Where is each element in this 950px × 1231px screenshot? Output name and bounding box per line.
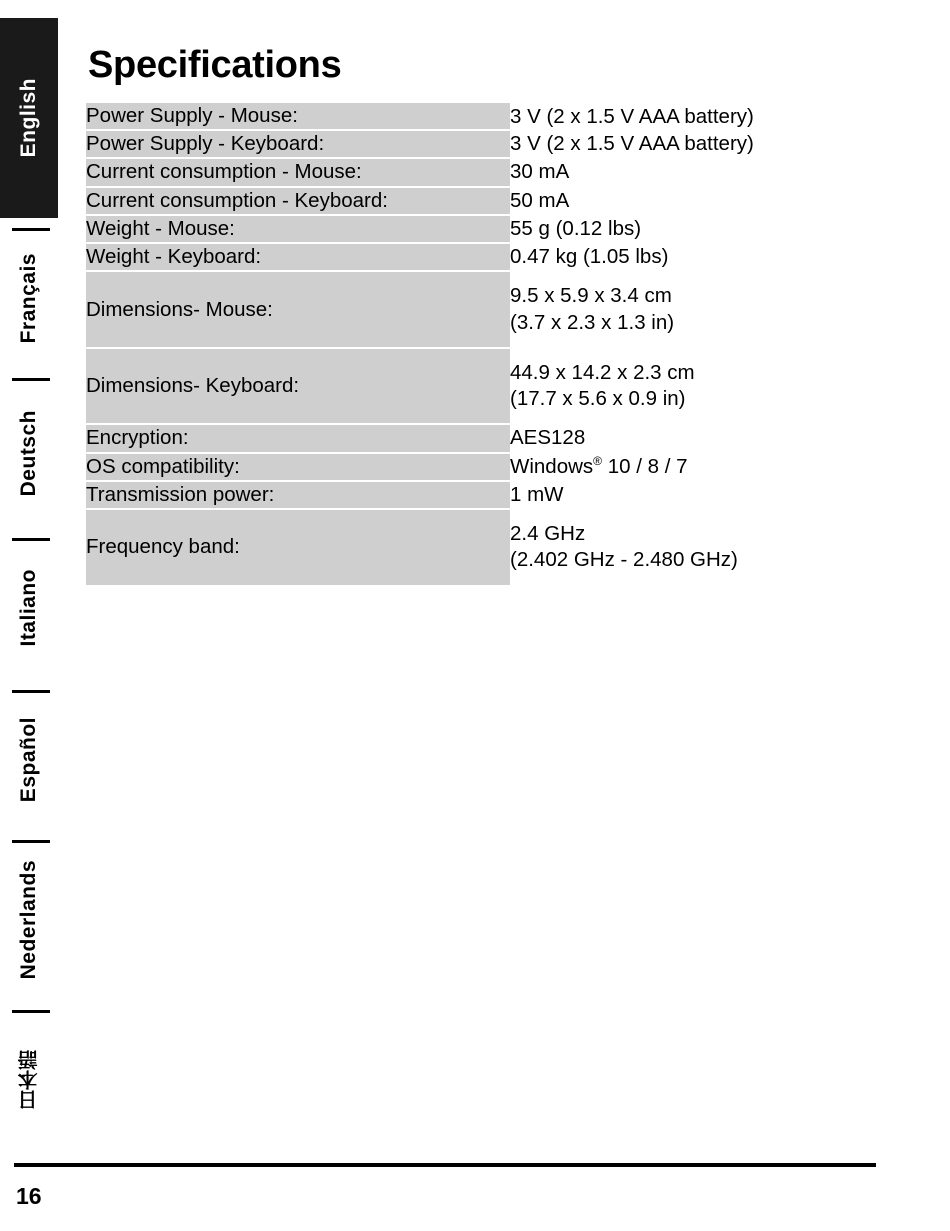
- language-tab-label: English: [17, 78, 40, 158]
- table-row: [86, 215, 868, 243]
- page-title: Specifications: [88, 44, 342, 86]
- spec-value: [510, 271, 868, 347]
- spec-value-line-2: (2.402 GHz - 2.480 GHz): [510, 548, 738, 572]
- language-tab-1[interactable]: [0, 228, 58, 368]
- specifications-table: [86, 103, 868, 587]
- footer-divider: [14, 1163, 876, 1167]
- spec-value: [510, 348, 868, 424]
- spec-label: Weight - Keyboard:: [86, 243, 510, 271]
- spec-value-line-1: 3 V (2 x 1.5 V AAA battery): [510, 132, 754, 156]
- language-tab-rail: [0, 0, 58, 1160]
- spec-value-line-2: (17.7 x 5.6 x 0.9 in): [510, 387, 686, 411]
- spec-label: Dimensions- Keyboard:: [86, 348, 510, 424]
- spec-label: Weight - Mouse:: [86, 215, 510, 243]
- table-row: [86, 187, 868, 215]
- spec-label: Power Supply - Keyboard:: [86, 130, 510, 158]
- table-row: [86, 130, 868, 158]
- table-row: [86, 158, 868, 186]
- table-row: [86, 424, 868, 452]
- spec-value: [510, 130, 868, 158]
- language-tab-divider: [12, 840, 50, 843]
- spec-value-line-1: 2.4 GHz: [510, 522, 586, 546]
- spec-label: Current consumption - Keyboard:: [86, 187, 510, 215]
- language-tab-label: Italiano: [17, 569, 40, 647]
- spec-value-line-1: 9.5 x 5.9 x 3.4 cm: [510, 284, 672, 308]
- language-tab-label: Nederlands: [17, 860, 40, 980]
- spec-value: [510, 158, 868, 186]
- spec-value-line-1: 0.47 kg (1.05 lbs): [510, 245, 669, 269]
- spec-value-line-1: AES128: [510, 426, 586, 450]
- table-row: [86, 348, 868, 424]
- language-tab-label: Deutsch: [17, 409, 40, 497]
- spec-value: [510, 481, 868, 509]
- spec-value-line-1: 55 g (0.12 lbs): [510, 216, 642, 240]
- spec-label: Dimensions- Mouse:: [86, 271, 510, 347]
- spec-value: [510, 453, 868, 481]
- table-row: [86, 453, 868, 481]
- spec-value: [510, 509, 868, 585]
- spec-label: Encryption:: [86, 424, 510, 452]
- spec-value: [510, 187, 868, 215]
- language-tab-divider: [12, 538, 50, 541]
- language-tab-5[interactable]: [0, 840, 58, 1000]
- spec-value: [510, 215, 868, 243]
- spec-value-line-1: Windows® 10 / 8 / 7: [510, 453, 688, 478]
- spec-value: [510, 103, 868, 130]
- language-tab-0[interactable]: [0, 18, 58, 218]
- language-tab-divider: [12, 1010, 50, 1013]
- spec-value-line-1: 50 mA: [510, 188, 570, 212]
- language-tab-3[interactable]: [0, 538, 58, 678]
- spec-value-line-2: (3.7 x 2.3 x 1.3 in): [510, 310, 675, 334]
- page-content: [86, 0, 876, 587]
- spec-label: Transmission power:: [86, 481, 510, 509]
- spec-value-line-1: 44.9 x 14.2 x 2.3 cm: [510, 360, 695, 384]
- table-row: [86, 509, 868, 585]
- language-tab-divider: [12, 690, 50, 693]
- table-row: [86, 481, 868, 509]
- language-tab-label: 日本語: [18, 1050, 41, 1110]
- language-tab-2[interactable]: [0, 378, 58, 528]
- page-number: 16: [16, 1183, 42, 1209]
- spec-label: Frequency band:: [86, 509, 510, 585]
- spec-label: Power Supply - Mouse:: [86, 103, 510, 130]
- table-row: [86, 103, 868, 130]
- language-tab-4[interactable]: [0, 690, 58, 830]
- spec-value: [510, 243, 868, 271]
- language-tab-6[interactable]: [0, 1010, 58, 1150]
- spec-value-line-1: 30 mA: [510, 160, 570, 184]
- language-tab-label: Français: [17, 252, 40, 344]
- table-row: [86, 243, 868, 271]
- language-tab-divider: [12, 378, 50, 381]
- spec-value: [510, 424, 868, 452]
- language-tab-label: Español: [17, 717, 40, 803]
- spec-label: Current consumption - Mouse:: [86, 158, 510, 186]
- table-row: [86, 271, 868, 347]
- spec-label: OS compatibility:: [86, 453, 510, 481]
- language-tab-divider: [12, 228, 50, 231]
- spec-value-line-1: 3 V (2 x 1.5 V AAA battery): [510, 104, 754, 128]
- registered-mark: ®: [593, 453, 603, 468]
- spec-value-line-1: 1 mW: [510, 482, 564, 506]
